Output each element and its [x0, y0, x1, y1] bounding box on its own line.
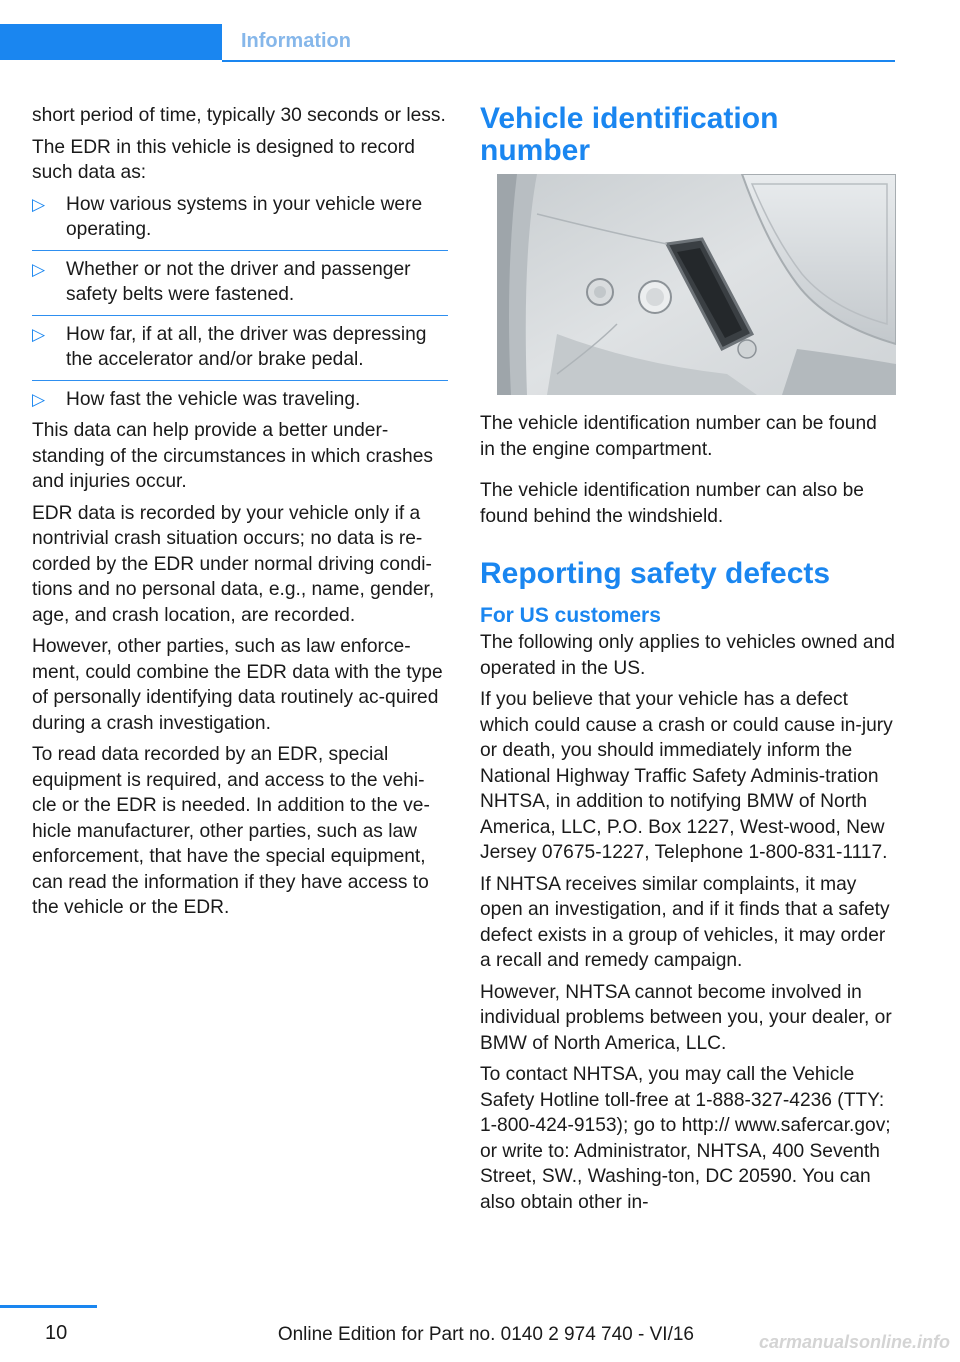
watermark: carmanualsonline.info: [758, 1332, 950, 1352]
edr-data-list: [32, 192, 448, 413]
paragraph: The following only applies to vehicles owned and operated in the US.: [480, 632, 895, 679]
triangle-bullet-icon: ▷: [32, 194, 46, 214]
paragraph: The EDR in this vehicle is designed to record such data as:: [32, 136, 415, 183]
paragraph: The vehicle identification number can be found in the engine compartment.: [480, 413, 877, 460]
paragraph: If NHTSA receives similar complaints, it may open an investigation, and if it finds that a safety defect exists in a group of vehicles, it may order a recall and remedy campaign.: [480, 873, 890, 971]
us-customers-heading: For US customers: [480, 604, 661, 627]
engine-compartment-image: [497, 174, 896, 395]
list-item: [32, 322, 448, 381]
footer-rule: [0, 1305, 97, 1308]
list-item-text: Whether or not the driver and passenger safety belts were fastened.: [66, 258, 411, 305]
triangle-bullet-icon: ▷: [32, 324, 46, 344]
page-number: 10: [45, 1322, 68, 1344]
list-item-text: How fast the vehicle was traveling.: [66, 388, 361, 410]
paragraph: However, other parties, such as law enforce-ment, could combine the EDR data with the type of personally identifying data routinely ac-quired during a crash investigation.: [32, 636, 443, 734]
right-column: [480, 103, 896, 1221]
triangle-bullet-icon: ▷: [32, 259, 46, 279]
paragraph: EDR data is recorded by your vehicle only if a nontrivial crash situation occurs; no data is re-corded by the EDR under normal driving condi-tions and no personal data, e.g., name, gender, age, and crash location, are recorded.: [32, 502, 435, 626]
list-item: [32, 257, 448, 316]
paragraph: short period of time, typically 30 seconds or less.: [32, 105, 446, 126]
paragraph: However, NHTSA cannot become involved in individual problems between you, your dealer, or BMW of North America, LLC.: [480, 981, 892, 1054]
list-item: [32, 192, 448, 251]
left-column: [32, 103, 448, 927]
paragraph: The vehicle identification number can also be found behind the windshield.: [480, 480, 864, 527]
list-item-text: How various systems in your vehicle were operating.: [66, 193, 423, 240]
paragraph: To read data recorded by an EDR, special equipment is required, and access to the vehi-cle or the EDR is needed. In addition to the ve-hicle manufacturer, other parties, such as law enforcement, that have the special equipment, can read the information if they have access to the vehicle or the EDR.: [32, 744, 430, 918]
list-item-text: How far, if at all, the driver was depressing the accelerator and/or brake pedal.: [66, 323, 427, 370]
header-accent-bar: [0, 24, 222, 60]
edition-label: Online Edition for Part no. 0140 2 974 740 - VI/16: [277, 1324, 694, 1345]
paragraph: This data can help provide a better under-standing of the circumstances in which crashes and injuries occur.: [32, 420, 433, 492]
list-item: [32, 387, 448, 413]
section-title: Information: [241, 30, 351, 52]
reporting-heading: Reporting safety defects: [480, 557, 831, 590]
paragraph: To contact NHTSA, you may call the Vehicle Safety Hotline toll-free at 1-888-327-4236 (TTY: 1-800-424-9153); go to http:// www.safercar.gov; or write to: Administrator, NHTSA, 400 Seventh Street, SW., Washing-ton, DC 20590. You can also obtain other in-: [480, 1064, 891, 1213]
header-rule: [222, 60, 895, 62]
paragraph: If you believe that your vehicle has a defect which could cause a crash or could cause in-jury or death, you should immediately inform the National Highway Traffic Safety Adminis-tration NHTSA, in addition to notifying BMW of North America, LLC, P.O. Box 1227, West-wood, New Jersey 07675-1227, Telephone 1-800-831-1117.: [480, 689, 893, 863]
triangle-bullet-icon: ▷: [32, 389, 46, 409]
vin-heading: Vehicle identification number: [480, 102, 779, 167]
